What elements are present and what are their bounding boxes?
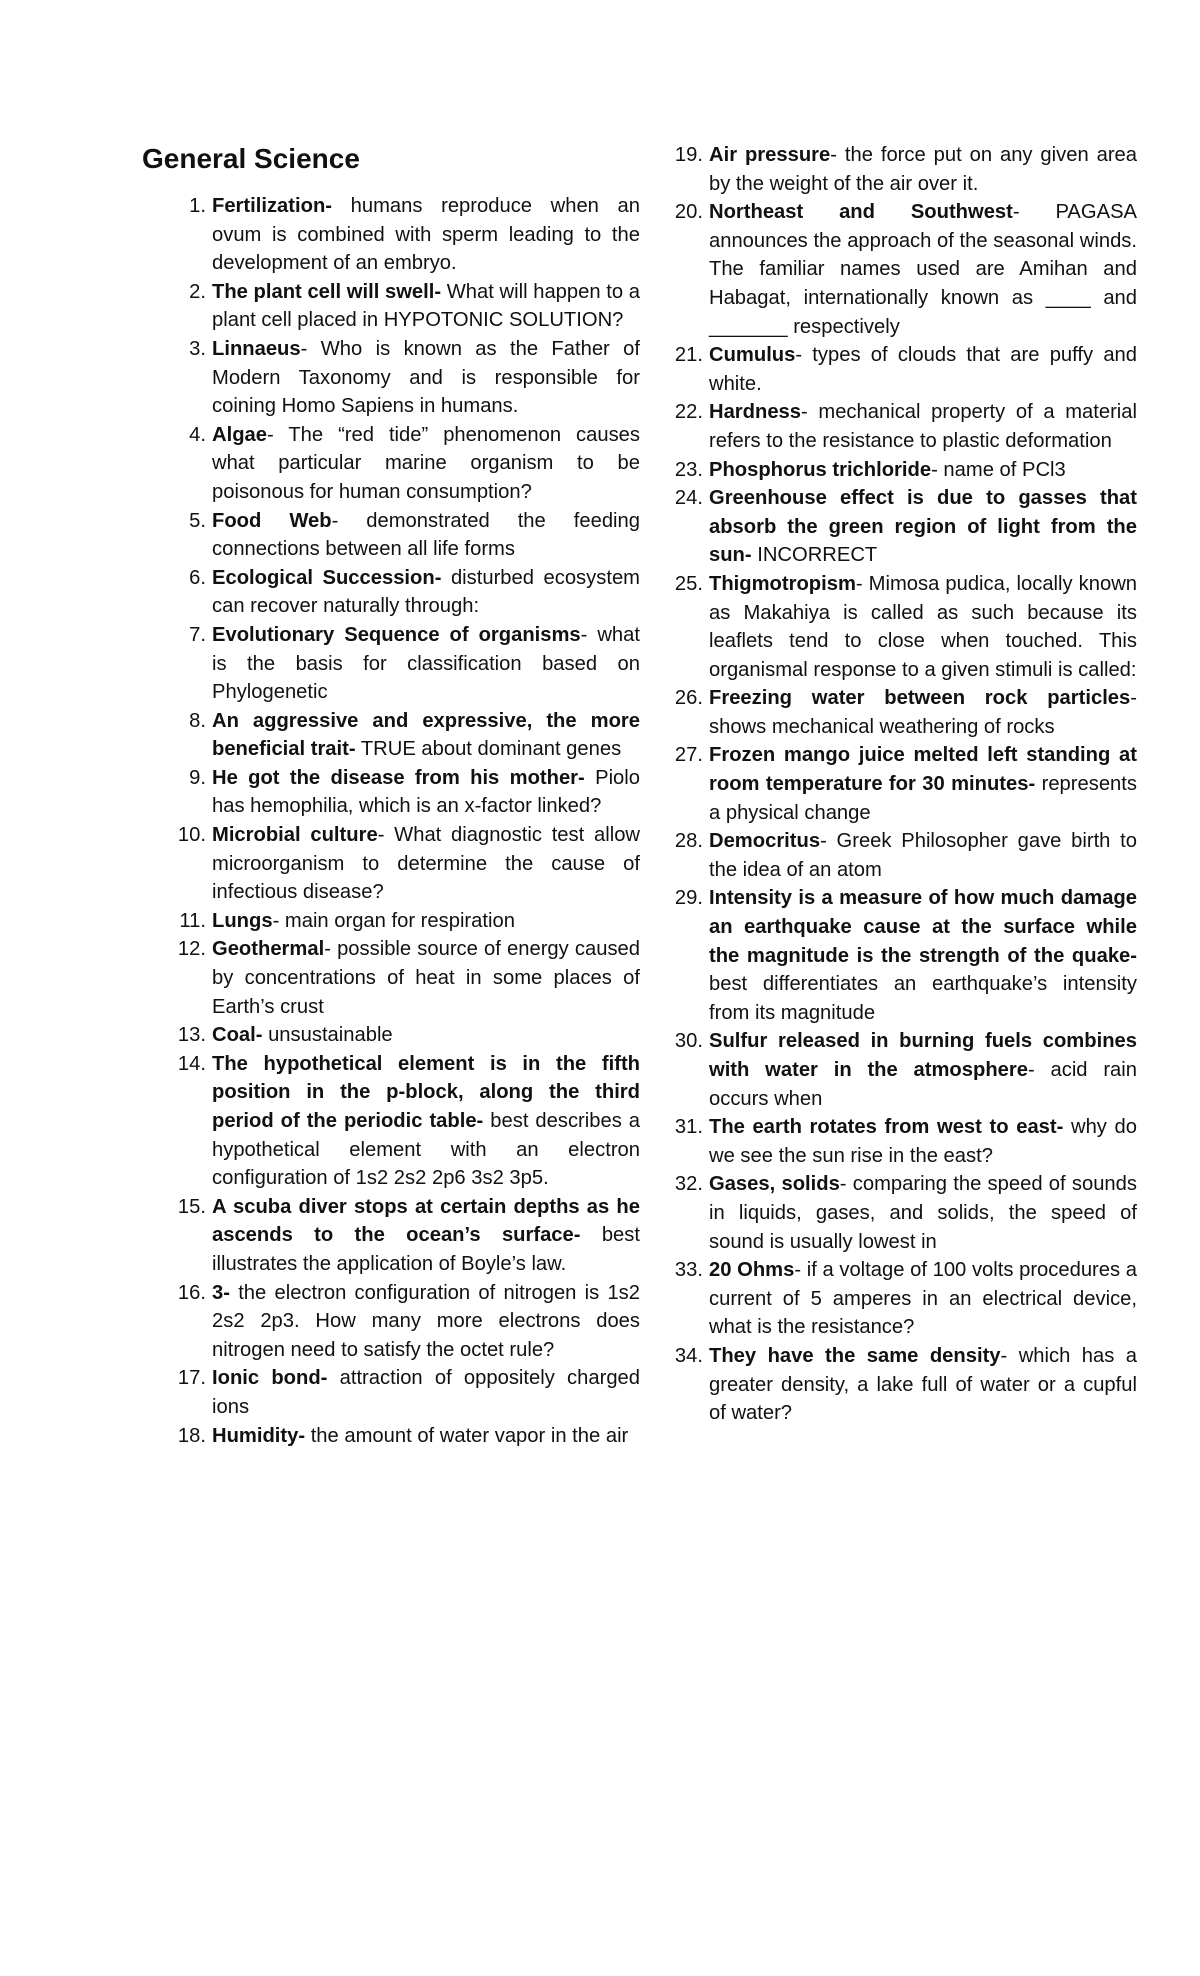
list-item [177,1021,640,1050]
item-text: best differentiates an earthquake’s intensity from its magnitude [709,973,1137,1024]
item-text: Piolo has hemophilia, which is an x-factor linked? [212,766,640,818]
list-item [674,884,1137,1027]
list-item [189,192,640,278]
item-text: - what is the basis for classification based on Phylogenetic [212,623,640,704]
item-answer: Greenhouse effect is due to gasses that absorb the green region of light from the sun- [709,487,1137,567]
item-answer: Air pressure [709,144,831,166]
item-text: - The “red tide” phenomenon causes what particular marine organism to be poisonous for human consumption? [212,423,640,503]
list-item [674,456,1137,485]
item-answer: Phosphorus trichloride [709,458,932,481]
item-text: - PAGASA announces the approach of the seasonal winds. The familiar names used are Amihan and Habagat, internationally known as ____ and _______ respectively [709,201,1137,338]
item-answer: Geothermal [212,938,325,961]
list-item [189,564,640,621]
list-item [179,907,640,936]
item-answer: Lungs [212,909,273,932]
item-text: - main organ for respiration [272,909,515,932]
item-text: unsustainable [262,1024,393,1047]
item-number: 33. [674,1259,703,1282]
item-answer: The plant cell will swell- [212,280,442,303]
item-answer: Linnaeus [212,337,301,360]
item-number: 28. [674,830,703,853]
question-list-right-column [674,141,1138,1428]
list-item [674,570,1137,684]
list-item [177,935,640,1021]
item-answer: They have the same density [709,1344,1001,1367]
list-item [674,684,1137,741]
item-text: attraction of oppositely charged ions [212,1367,641,1418]
item-answer: Evolutionary Sequence of organisms [212,623,581,646]
item-answer: 20 Ohms [709,1259,795,1282]
item-number: 32. [674,1173,703,1196]
item-answer: Intensity is a measure of how much damage an earthquake cause at the surface while the magnitude is the strength of the quake- [709,887,1137,967]
item-text: the electron configuration of nitrogen is 1s2 2s2 2p3. How many more electrons does nitrogen need to satisfy the octet rule? [212,1281,640,1361]
item-answer: Ionic bond- [212,1367,328,1390]
item-number: 13. [177,1024,206,1047]
item-answer: A scuba diver stops at certain depths as he ascends to the ocean’s surface- [212,1195,640,1247]
item-number: 4. [189,423,206,446]
item-text: humans reproduce when an ovum is combined with sperm leading to the development of an embryo. [212,195,640,275]
item-text: TRUE about dominant genes [355,738,622,761]
list-item [674,741,1137,827]
item-number: 26. [674,687,703,710]
item-text: INCORRECT [751,544,878,567]
list-item [674,198,1137,341]
list-item [674,1113,1137,1170]
item-number: 10. [177,824,206,847]
list-item [177,821,640,907]
list-item [674,141,1138,198]
item-number: 5. [189,509,206,532]
item-answer: Freezing water between rock particles [709,687,1131,710]
item-number: 6. [189,566,206,589]
item-text: disturbed ecosystem can recover naturally through: [212,566,640,618]
item-text: - mechanical property of a material refers to the resistance to plastic deformation [709,401,1137,452]
page-title: General Science [142,143,360,174]
item-text: - comparing the speed of sounds in liquids, gases, and solids, the speed of sound is usually lowest in [709,1173,1137,1253]
list-item [674,1027,1137,1113]
list-item [189,764,640,821]
item-answer: The hypothetical element is in the fifth position in the p-block, along the third period of the periodic table- [212,1052,640,1132]
list-item [177,1364,641,1421]
item-number: 16. [177,1281,206,1304]
item-text: why do we see the sun rise in the east? [709,1116,1137,1167]
item-answer: Northeast and Southwest [709,201,1013,224]
item-text: represents a physical change [709,773,1137,824]
item-text: - demonstrated the feeding connections between all life forms [212,509,640,561]
list-item [189,421,640,507]
item-answer: Gases, solids [709,1173,840,1196]
item-number: 31. [674,1116,703,1139]
item-number: 11. [179,909,206,932]
item-number: 8. [189,709,206,732]
item-number: 18. [177,1424,206,1447]
item-answer: Frozen mango juice melted left standing at room temperature for 30 minutes- [709,744,1137,796]
item-text: What will happen to a plant cell placed in HYPOTONIC SOLUTION? [212,280,640,332]
item-number: 23. [674,458,703,481]
item-answer: Thigmotropism [709,572,856,595]
item-number: 9. [189,766,206,789]
item-text: - types of clouds that are puffy and white. [709,344,1137,395]
item-number: 14. [177,1052,206,1075]
item-answer: 3- [212,1281,230,1304]
item-answer: Microbial culture [212,824,378,847]
item-answer: The earth rotates from west to east- [709,1116,1064,1139]
item-text: - Who is known as the Father of Modern Taxonomy and is responsible for coining Homo Sapiens in humans. [212,337,640,418]
list-item [674,484,1137,570]
list-item [674,398,1137,455]
item-text: - acid rain occurs when [709,1059,1137,1110]
list-item [674,1342,1137,1428]
list-item [177,1422,640,1451]
list-item [674,827,1137,884]
item-number: 1. [189,195,206,217]
item-number: 3. [189,337,206,360]
item-text: best describes a hypothetical element with an electron configuration of 1s2 2s2 2p6 3s2 3p5. [212,1110,641,1190]
item-answer: Democritus [709,830,821,853]
item-text: - What diagnostic test allow microorganism to determine the cause of infectious disease? [212,824,640,904]
item-text: the amount of water vapor in the air [305,1424,629,1447]
item-number: 20. [674,201,703,224]
item-answer: Algae [212,423,267,446]
item-number: 17. [177,1367,206,1390]
list-item [674,1256,1137,1342]
item-number: 34. [674,1344,703,1367]
list-item [189,335,640,421]
item-answer: Food Web [212,509,332,532]
item-answer: Hardness [709,401,802,424]
question-list-left-column [177,192,641,1450]
item-answer: Humidity- [212,1424,306,1447]
item-number: 27. [674,744,703,767]
item-text: - possible source of energy caused by concentrations of heat in some places of Earth’s crust [212,938,640,1018]
item-number: 22. [674,401,703,424]
item-answer: Ecological Succession- [212,566,442,589]
item-text: - Greek Philosopher gave birth to the idea of an atom [709,830,1137,881]
item-answer: An aggressive and expressive, the more beneficial trait- [212,709,640,761]
item-answer: Coal- [212,1024,263,1047]
item-number: 15. [177,1195,206,1218]
item-text: - if a voltage of 100 volts procedures a current of 5 amperes in an electrical device, what is the resistance? [709,1259,1137,1339]
item-number: 12. [177,938,206,961]
item-number: 7. [189,623,206,646]
item-number: 24. [674,487,703,510]
list-item [177,1193,640,1279]
item-text: - shows mechanical weathering of rocks [709,687,1137,738]
item-number: 29. [674,887,703,910]
item-text: - which has a greater density, a lake full of water or a cupful of water? [709,1344,1137,1425]
item-answer: He got the disease from his mother- [212,766,585,789]
item-text: best illustrates the application of Boyle’s law. [212,1224,640,1275]
item-answer: Sulfur released in burning fuels combines with water in the atmosphere [709,1030,1137,1081]
item-answer: Cumulus [709,344,796,367]
item-number: 25. [674,572,703,595]
list-item [189,507,640,564]
item-number: 2. [189,280,206,303]
item-text: - name of PCl3 [931,458,1066,481]
list-item [674,1170,1137,1256]
list-item [177,1279,640,1365]
list-item [189,621,640,707]
list-item [189,707,640,764]
item-number: 19. [674,144,703,166]
item-answer: Fertilization- [212,195,333,217]
item-number: 21. [674,344,703,367]
list-item [674,341,1137,398]
list-item [189,278,640,335]
item-text: - the force put on any given area by the weight of the air over it. [709,144,1138,195]
item-number: 30. [674,1030,703,1053]
list-item [177,1050,641,1193]
item-text: - Mimosa pudica, locally known as Makahiya is called as such because its leaflets tend to close when touched. This organismal response to a given stimuli is called: [709,572,1137,681]
